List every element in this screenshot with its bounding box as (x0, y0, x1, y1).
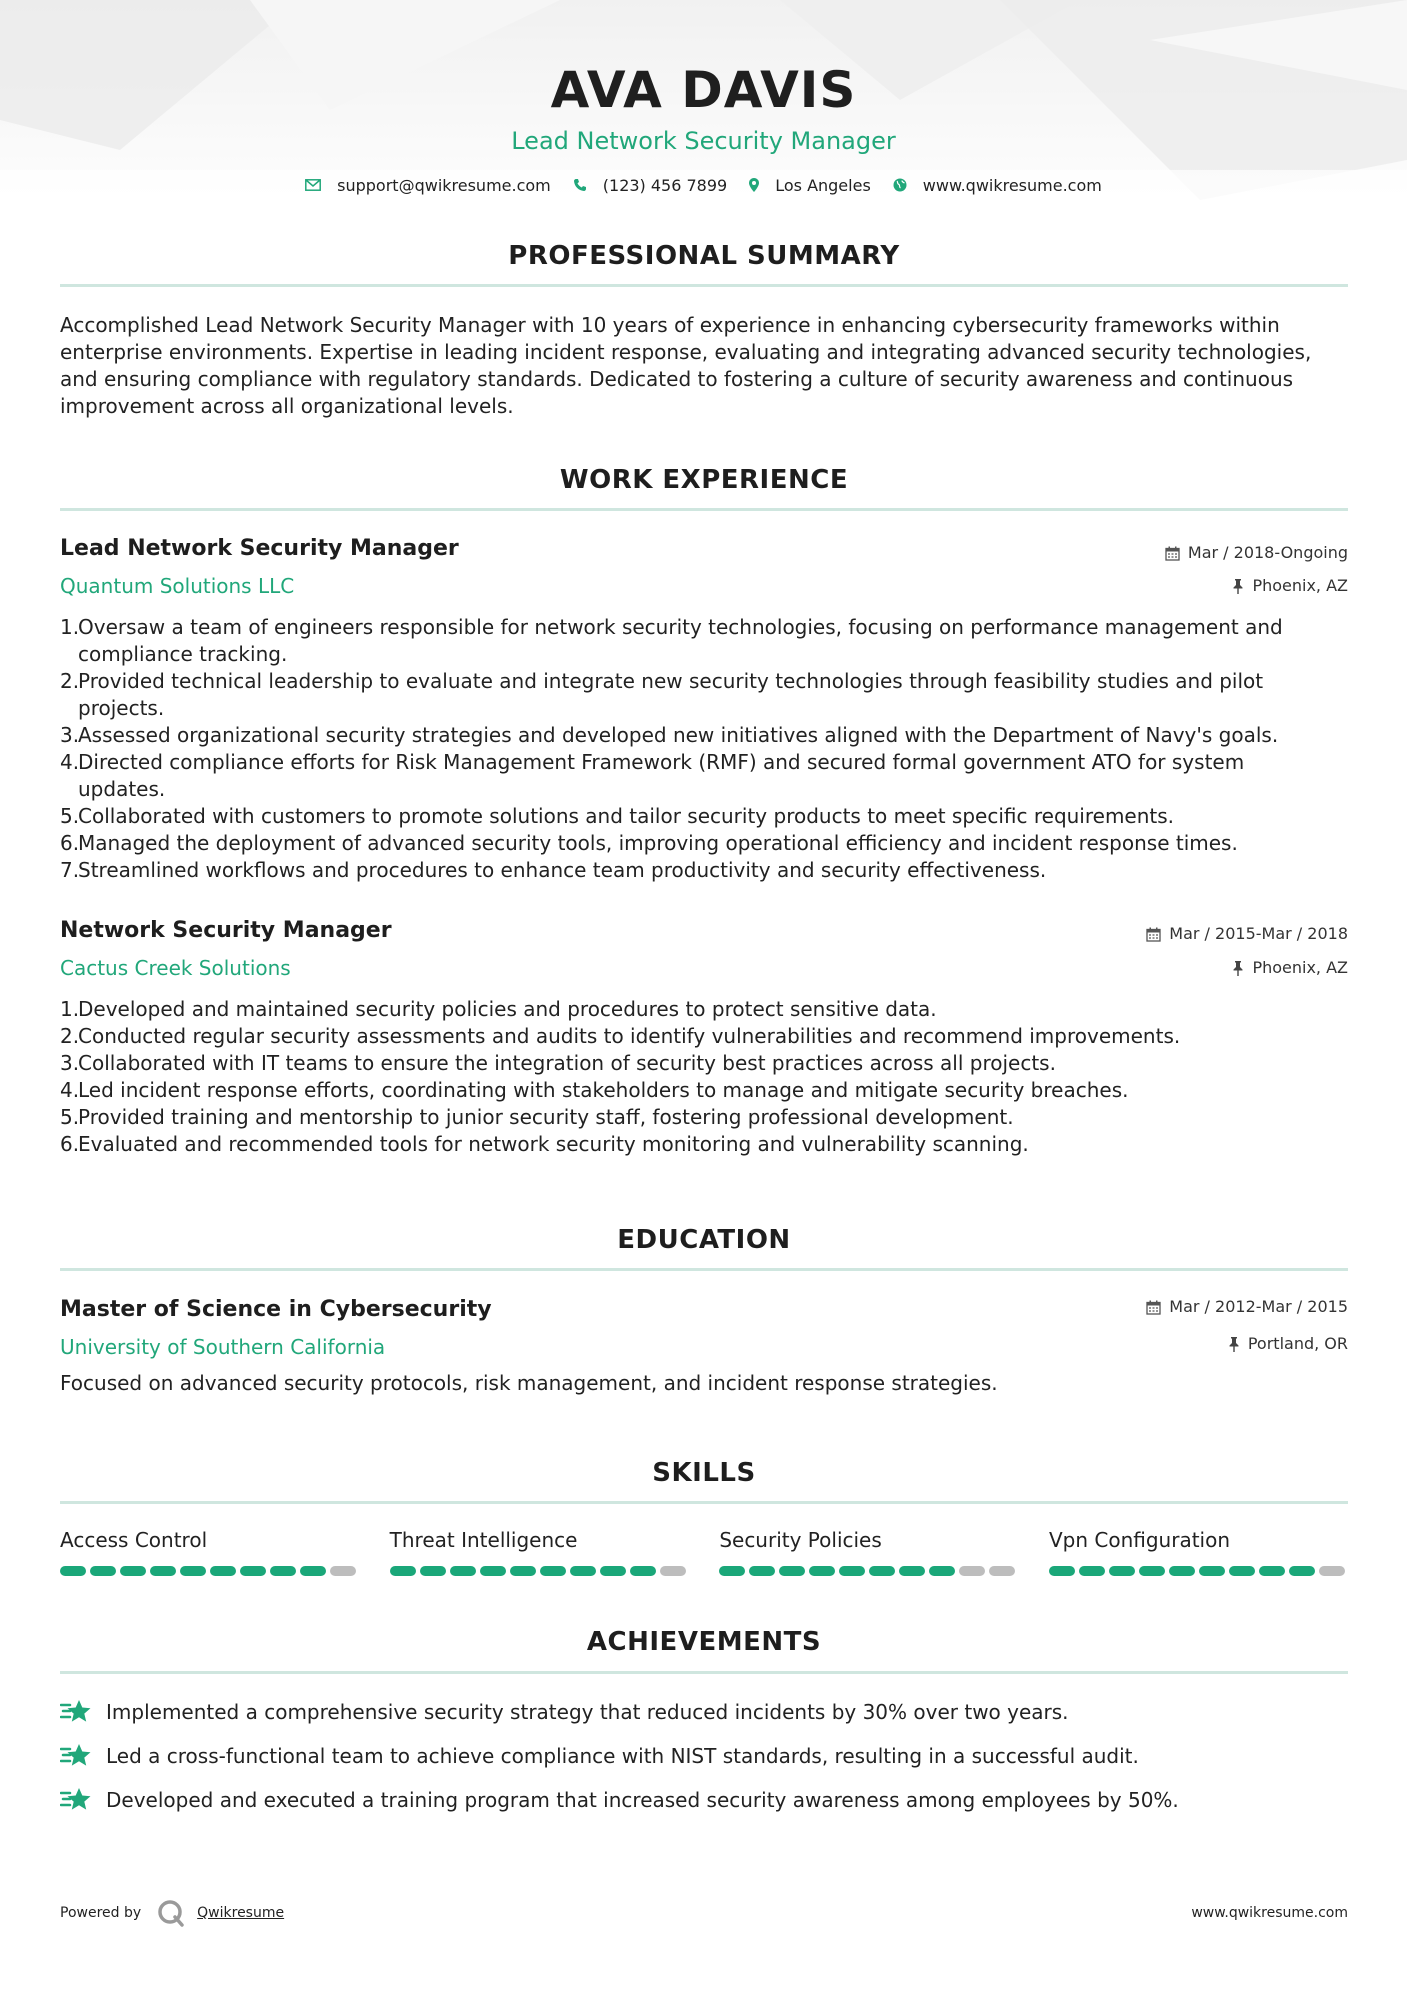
contact-location (749, 176, 871, 195)
education-location (1228, 1334, 1348, 1354)
list-item: 3. Collaborated with IT teams to ensure the integration of security best practices across all projects. (60, 1051, 1056, 1075)
skill-level-segment (630, 1566, 656, 1576)
skill-level-segment (1289, 1566, 1315, 1576)
job-bullets (60, 614, 1348, 884)
job-dates (1165, 543, 1348, 563)
contact-phone[interactable] (573, 176, 727, 195)
contact-website[interactable] (893, 176, 1102, 195)
skill-item (60, 1527, 359, 1576)
skill-level-segment (300, 1566, 326, 1576)
skill-name: Access Control (60, 1528, 208, 1552)
section-divider (60, 1671, 1348, 1674)
skill-name: Security Policies (719, 1528, 882, 1552)
education-location-text: Portland, OR (1247, 1334, 1348, 1353)
globe-icon (893, 178, 907, 192)
summary-line: enterprise environments. Expertise in leading incident response, evaluating and integrating advanced security technologies, (60, 340, 1312, 364)
section-heading-achievements: ACHIEVEMENTS (586, 1627, 822, 1657)
section-heading-skills: SKILLS (652, 1458, 756, 1488)
list-item: 5. Collaborated with customers to promote solutions and tailor security products to meet specific requirements. (60, 804, 1175, 828)
calendar-icon (1165, 546, 1180, 561)
summary-line: and ensuring compliance with regulatory standards. Dedicated to fostering a culture of security awareness and continuous (60, 367, 1294, 391)
footer-website-link[interactable]: www.qwikresume.com (1191, 1905, 1348, 1921)
section-heading-experience: WORK EXPERIENCE (559, 465, 849, 495)
job-location (1232, 958, 1348, 978)
skill-level-segment (869, 1566, 895, 1576)
section-heading-education: EDUCATION (617, 1225, 791, 1255)
pushpin-icon (1232, 961, 1244, 976)
education-description: Focused on advanced security protocols, risk management, and incident response strategies. (60, 1371, 998, 1395)
star-icon (60, 1743, 92, 1769)
skill-level-segment (120, 1566, 146, 1576)
skill-level-segment (210, 1566, 236, 1576)
skill-level-segment (839, 1566, 865, 1576)
skill-level-segment (480, 1566, 506, 1576)
list-item (60, 1734, 1348, 1778)
list-item: 1. Oversaw a team of engineers responsible for network security technologies, focusing on performance management and compliance tracking. (60, 615, 1283, 666)
skill-level-segment (150, 1566, 176, 1576)
skill-level-segment (749, 1566, 775, 1576)
list-item: 6. Evaluated and recommended tools for network security monitoring and vulnerability scanning. (60, 1132, 1029, 1156)
pushpin-icon (1232, 579, 1244, 594)
skill-name: Vpn Configuration (1048, 1528, 1231, 1552)
education-dates (1146, 1297, 1348, 1317)
calendar-icon (1146, 1300, 1161, 1315)
skill-level-segment (390, 1566, 416, 1576)
page-footer (60, 1899, 1348, 1927)
job-dates-text: Mar / 2015-Mar / 2018 (1169, 924, 1348, 943)
skill-level-segment (510, 1566, 536, 1576)
achievements-list (60, 1690, 1348, 1822)
list-item: 6. Managed the deployment of advanced security tools, improving operational efficiency and incident response times. (60, 831, 1238, 855)
section-divider (60, 508, 1348, 511)
email-text: support@qwikresume.com (337, 175, 551, 195)
skill-level-bar (719, 1566, 1018, 1576)
education-dates-text: Mar / 2012-Mar / 2015 (1169, 1297, 1348, 1316)
section-divider (60, 1501, 1348, 1504)
skill-level-segment (450, 1566, 476, 1576)
list-item (60, 1778, 1348, 1822)
skill-level-segment (959, 1566, 985, 1576)
degree-title: Master of Science in Cybersecurity (60, 1297, 492, 1322)
resume-header (0, 58, 1407, 196)
section-divider (60, 1268, 1348, 1271)
skill-level-bar (390, 1566, 689, 1576)
contact-email[interactable] (305, 176, 551, 195)
skill-level-segment (1139, 1566, 1165, 1576)
skill-level-segment (1319, 1566, 1345, 1576)
envelope-icon (305, 179, 321, 191)
skills-list (60, 1527, 1348, 1576)
list-item: 7. Streamlined workflows and procedures to enhance team productivity and security effectiveness. (60, 858, 1047, 882)
achievement-text: Implemented a comprehensive security strategy that reduced incidents by 30% over two years. (106, 1700, 1069, 1724)
skill-level-segment (540, 1566, 566, 1576)
skill-level-bar (60, 1566, 359, 1576)
skill-level-segment (1169, 1566, 1195, 1576)
list-item: 3. Assessed organizational security strategies and developed new initiatives aligned with the Department of Navy's goals. (60, 723, 1279, 747)
skill-level-segment (420, 1566, 446, 1576)
list-item: 2. Provided technical leadership to evaluate and integrate new security technologies through feasibility studies and pilot projects. (60, 669, 1264, 720)
candidate-title: Lead Network Security Manager (511, 127, 896, 155)
school-name: University of Southern California (60, 1335, 386, 1359)
list-item: 5. Provided training and mentorship to junior security staff, fostering professional development. (60, 1105, 1014, 1129)
qwikresume-link[interactable]: Qwikresume (197, 1905, 285, 1921)
skill-item (390, 1527, 689, 1576)
skill-level-segment (330, 1566, 356, 1576)
job-location-text: Phoenix, AZ (1252, 576, 1348, 595)
list-item: 1. Developed and maintained security policies and procedures to protect sensitive data. (60, 997, 937, 1021)
skill-level-segment (180, 1566, 206, 1576)
skill-level-segment (1049, 1566, 1075, 1576)
list-item: 2. Conducted regular security assessments and audits to identify vulnerabilities and recommend improvements. (60, 1024, 1181, 1048)
company-name: Cactus Creek Solutions (60, 956, 291, 980)
skill-item (1049, 1527, 1348, 1576)
job-bullets (60, 996, 1348, 1158)
company-name: Quantum Solutions LLC (60, 574, 295, 598)
list-item: 4. Directed compliance efforts for Risk Management Framework (RMF) and secured formal government ATO for system updates. (60, 750, 1245, 801)
achievement-text: Developed and executed a training program that increased security awareness among employees by 50%. (106, 1788, 1179, 1812)
star-icon (60, 1699, 92, 1725)
skill-level-segment (660, 1566, 686, 1576)
skill-level-segment (600, 1566, 626, 1576)
job-title: Network Security Manager (60, 918, 392, 943)
contact-bar (0, 174, 1407, 196)
skill-level-bar (1049, 1566, 1348, 1576)
powered-by (60, 1899, 284, 1927)
candidate-name: AVA DAVIS (550, 61, 857, 119)
skill-level-segment (570, 1566, 596, 1576)
skill-name: Threat Intelligence (389, 1528, 578, 1552)
pushpin-icon (1228, 1337, 1240, 1352)
job-title: Lead Network Security Manager (60, 536, 459, 561)
job-location (1232, 576, 1348, 596)
skill-level-segment (899, 1566, 925, 1576)
skill-level-segment (929, 1566, 955, 1576)
skill-level-segment (270, 1566, 296, 1576)
list-item (60, 1690, 1348, 1734)
achievement-text: Led a cross-functional team to achieve compliance with NIST standards, resulting in a successful audit. (106, 1744, 1139, 1768)
qwikresume-logo-icon (157, 1899, 185, 1927)
skill-level-segment (1199, 1566, 1225, 1576)
skill-level-segment (1229, 1566, 1255, 1576)
skill-level-segment (1259, 1566, 1285, 1576)
skill-item (719, 1527, 1018, 1576)
map-pin-icon (749, 178, 759, 192)
powered-by-label: Powered by (60, 1905, 142, 1921)
skill-level-segment (90, 1566, 116, 1576)
skill-level-segment (240, 1566, 266, 1576)
skill-level-segment (719, 1566, 745, 1576)
job-dates (1146, 924, 1348, 944)
skill-level-segment (1079, 1566, 1105, 1576)
skill-level-segment (779, 1566, 805, 1576)
phone-icon (573, 178, 587, 192)
summary-line: Accomplished Lead Network Security Manager with 10 years of experience in enhancing cybersecurity frameworks within (60, 313, 1280, 337)
skill-level-segment (1109, 1566, 1135, 1576)
skill-level-segment (989, 1566, 1015, 1576)
job-location-text: Phoenix, AZ (1252, 958, 1348, 977)
website-text: www.qwikresume.com (922, 175, 1102, 195)
skill-level-segment (809, 1566, 835, 1576)
calendar-icon (1146, 927, 1161, 942)
list-item: 4. Led incident response efforts, coordinating with stakeholders to manage and mitigate security breaches. (60, 1078, 1129, 1102)
section-heading-summary: PROFESSIONAL SUMMARY (508, 241, 900, 271)
summary-paragraph (60, 312, 1348, 420)
location-text: Los Angeles (775, 175, 871, 195)
skill-level-segment (60, 1566, 86, 1576)
star-icon (60, 1787, 92, 1813)
section-divider (60, 284, 1348, 287)
summary-line: improvement across all organizational levels. (60, 394, 514, 418)
job-dates-text: Mar / 2018-Ongoing (1187, 543, 1348, 562)
phone-text: (123) 456 7899 (602, 175, 728, 195)
